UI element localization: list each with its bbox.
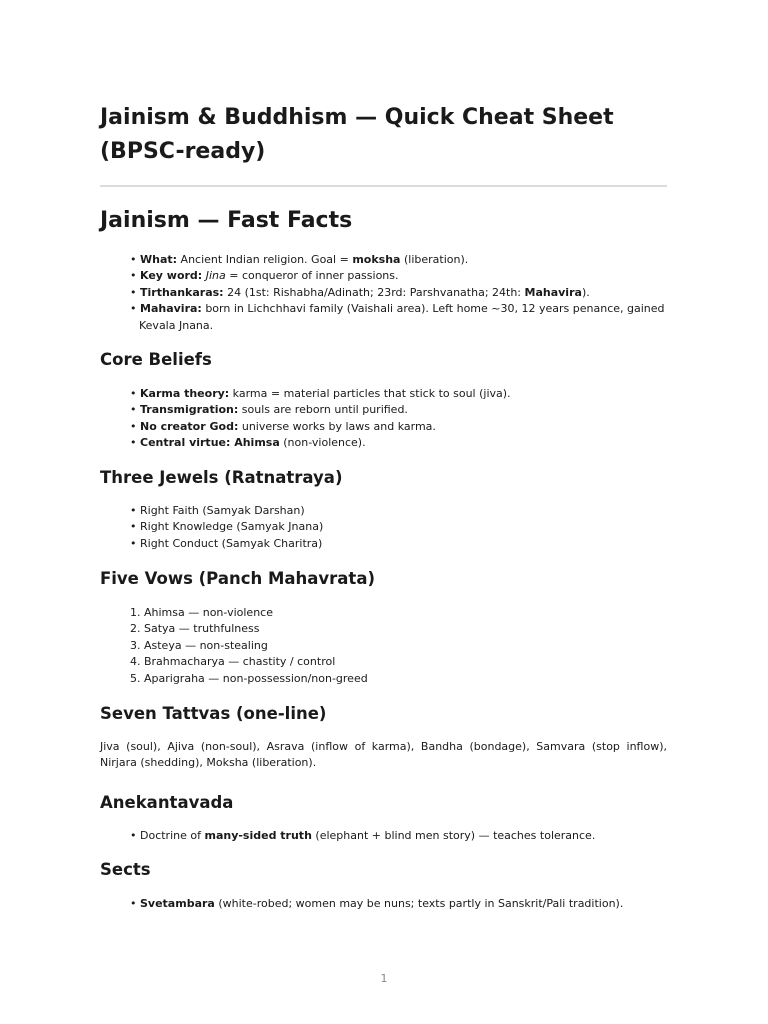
section-heading-three-jewels: Three Jewels (Ratnatraya) — [100, 468, 343, 487]
list-item: • No creator God: universe works by laws and karma. — [130, 419, 670, 435]
list-item: • Karma theory: karma = material particles that stick to soul (jiva). — [130, 386, 670, 402]
page-title: Jainism & Buddhism — Quick Cheat Sheet (BPSC-ready) — [100, 105, 614, 164]
section-heading-sects: Sects — [100, 860, 151, 879]
list-item: • Doctrine of many-sided truth (elephant + blind men story) — teaches tolerance. — [130, 828, 670, 844]
list-item: 1. Ahimsa — non-violence — [130, 606, 273, 619]
three-jewels-list — [130, 503, 670, 552]
list-item: • Right Conduct (Samyak Charitra) — [130, 536, 670, 552]
list-item: • Svetambara (white-robed; women may be nuns; texts partly in Sanskrit/Pali tradition). — [130, 896, 670, 912]
jainism-facts-list — [130, 252, 670, 334]
list-item: 5. Aparigraha — non-possession/non-greed — [130, 671, 368, 685]
list-item: • Transmigration: souls are reborn until purified. — [130, 402, 670, 418]
section-heading-seven-tattvas: Seven Tattvas (one-line) — [100, 704, 327, 723]
section-heading-core-beliefs: Core Beliefs — [100, 350, 212, 369]
seven-tattvas-paragraph: Jiva (soul), Ajiva (non-soul), Asrava (inflow of karma), Bandha (bondage), Samvara (stop inflow), Nirjara (shedding), Moksha (liberation). — [100, 740, 667, 770]
list-item: • Key word: Jina = conqueror of inner passions. — [130, 268, 670, 284]
section-heading-five-vows: Five Vows (Panch Mahavrata) — [100, 569, 375, 588]
list-item: 2. Satya — truthfulness — [130, 622, 260, 636]
list-item: • Right Knowledge (Samyak Jnana) — [130, 519, 670, 535]
section-heading-anekantavada: Anekantavada — [100, 793, 234, 812]
list-item: • Central virtue: Ahimsa (non-violence). — [130, 435, 670, 451]
five-vows-list — [130, 605, 670, 687]
list-item: • Tirthankaras: 24 (1st: Rishabha/Adinath; 23rd: Parshvanatha; 24th: Mahavira). — [130, 285, 670, 301]
list-item: 4. Brahmacharya — chastity / control — [130, 655, 336, 669]
list-item: • Right Faith (Samyak Darshan) — [130, 503, 670, 519]
anekantavada-list — [130, 828, 670, 844]
title-divider — [100, 185, 667, 187]
list-item: • What: Ancient Indian religion. Goal = moksha (liberation). — [130, 252, 670, 268]
list-item: 3. Asteya — non-stealing — [130, 638, 268, 652]
list-item: • Mahavira: born in Lichchhavi family (Vaishali area). Left home ~30, 12 years penance, gained Kevala Jnana. — [130, 301, 670, 334]
sects-list — [130, 896, 670, 912]
core-beliefs-list — [130, 386, 670, 452]
section-heading-jainism: Jainism — Fast Facts — [100, 208, 353, 233]
page-number: 1 — [380, 972, 388, 985]
